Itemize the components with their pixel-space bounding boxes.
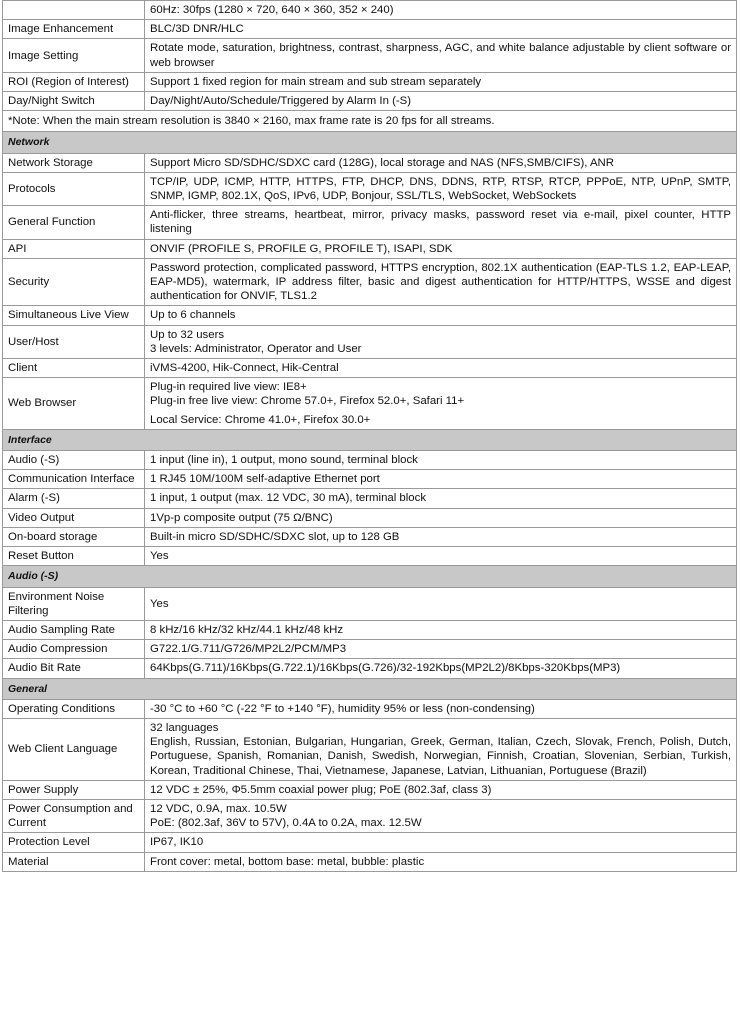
spec-row-audio-bit-rate	[3, 659, 737, 678]
spec-row-audio-sampling-rate	[3, 620, 737, 639]
spec-value	[145, 325, 737, 358]
spec-row-continued	[3, 1, 737, 20]
spec-row-network-storage	[3, 153, 737, 172]
spec-label: General Function	[3, 206, 145, 239]
spec-value-line: Support 1 fixed region for main stream and sub stream separately	[150, 75, 482, 88]
spec-value-line: -30 °C to +60 °C (-22 °F to +140 °F), humidity 95% or less (non-condensing)	[150, 702, 535, 715]
spec-value-line: Anti-flicker, three streams, heartbeat, mirror, privacy masks, password reset via e-mail, pixel counter, HTTP listening	[150, 209, 731, 236]
spec-row-protection-level	[3, 833, 737, 852]
section-header-interface	[3, 429, 737, 450]
spec-value-line: BLC/3D DNR/HLC	[150, 23, 244, 36]
section-title: Interface	[3, 429, 737, 450]
spec-label: Web Client Language	[3, 718, 145, 780]
spec-label: Operating Conditions	[3, 699, 145, 718]
spec-row-audio-s	[3, 451, 737, 470]
spec-value	[145, 718, 737, 780]
spec-value	[145, 489, 737, 508]
spec-row-power-supply	[3, 780, 737, 799]
spec-value	[145, 153, 737, 172]
spec-value-line: 60Hz: 30fps (1280 × 720, 640 × 360, 352 × 240)	[150, 4, 394, 16]
spec-value-line: Yes	[150, 597, 169, 610]
spec-label: Audio Compression	[3, 640, 145, 659]
spec-value-line: PoE: (802.3af, 36V to 57V), 0.4A to 0.2A, max. 12.5W	[150, 817, 422, 830]
spec-value-line: Local Service: Chrome 41.0+, Firefox 30.0+	[150, 413, 371, 426]
spec-label: Environment Noise Filtering	[3, 587, 145, 620]
spec-row-client	[3, 359, 737, 378]
spec-row-power-consumption-and-current	[3, 799, 737, 832]
spec-value	[145, 206, 737, 239]
note-row	[3, 111, 737, 132]
spec-label: Material	[3, 852, 145, 871]
spec-value	[145, 306, 737, 325]
spec-label: Audio Bit Rate	[3, 659, 145, 678]
spec-value	[145, 172, 737, 205]
spec-label: Reset Button	[3, 547, 145, 566]
spec-row-image-enhancement	[3, 20, 737, 39]
spec-row-material	[3, 852, 737, 871]
spec-value	[145, 527, 737, 546]
spec-label: Audio (-S)	[3, 451, 145, 470]
spec-value-line: 1 input, 1 output (max. 12 VDC, 30 mA), terminal block	[150, 492, 427, 505]
spec-label: Audio Sampling Rate	[3, 620, 145, 639]
spec-row-simultaneous-live-view	[3, 306, 737, 325]
spec-label: Protection Level	[3, 833, 145, 852]
spec-value	[145, 239, 737, 258]
spec-value	[145, 780, 737, 799]
spec-row-environment-noise-filtering	[3, 587, 737, 620]
spec-value	[145, 1, 737, 20]
spec-label: Simultaneous Live View	[3, 306, 145, 325]
note-text: *Note: When the main stream resolution is 3840 × 2160, max frame rate is 20 fps for all streams.	[3, 111, 737, 132]
spec-value	[145, 659, 737, 678]
spec-value	[145, 852, 737, 871]
spec-row-day-night-switch	[3, 92, 737, 111]
spec-label: Web Browser	[3, 378, 145, 430]
spec-label: Network Storage	[3, 153, 145, 172]
spec-value-line: TCP/IP, UDP, ICMP, HTTP, HTTPS, FTP, DHCP, DNS, DDNS, RTP, RTSP, RTCP, PPPoE, NTP, UPnP, SMTP, SNMP, IGMP, 802.1X, QoS, IPv6, UDP, Bonjour, SSL/TLS, WebSocket, WebSockets	[150, 175, 731, 203]
spec-label: Image Enhancement	[3, 20, 145, 39]
spec-value	[145, 508, 737, 527]
spec-value	[145, 620, 737, 639]
spec-row-user-host	[3, 325, 737, 358]
spec-value-line: 8 kHz/16 kHz/32 kHz/44.1 kHz/48 kHz	[150, 623, 344, 636]
spec-value-line: Built-in micro SD/SDHC/SDXC slot, up to 128 GB	[150, 530, 400, 543]
spec-value-line: 3 levels: Administrator, Operator and User	[150, 342, 362, 355]
spec-value-line: Rotate mode, saturation, brightness, contrast, sharpness, AGC, and white balance adjustable by client software or web browser	[150, 42, 731, 69]
spec-label	[3, 1, 145, 20]
spec-label: Protocols	[3, 172, 145, 205]
spec-value	[145, 378, 737, 430]
spec-value-line: Front cover: metal, bottom base: metal, bubble: plastic	[150, 855, 425, 868]
spec-value	[145, 470, 737, 489]
spec-value-line: 1Vp-p composite output (75 Ω/BNC)	[150, 511, 333, 524]
spec-value-line: Up to 6 channels	[150, 309, 236, 322]
spec-label: Alarm (-S)	[3, 489, 145, 508]
spec-value-line: Yes	[150, 550, 169, 563]
spec-row-operating-conditions	[3, 699, 737, 718]
spec-value-line: Plug-in required live view: IE8+	[150, 381, 307, 394]
spec-value	[145, 640, 737, 659]
spec-row-roi-region-of-interest	[3, 72, 737, 91]
section-header-network	[3, 132, 737, 153]
spec-label: Day/Night Switch	[3, 92, 145, 111]
spec-label: User/Host	[3, 325, 145, 358]
spec-value-line: Day/Night/Auto/Schedule/Triggered by Alarm In (-S)	[150, 95, 412, 108]
spec-label: ROI (Region of Interest)	[3, 72, 145, 91]
section-header-general	[3, 678, 737, 699]
spec-row-audio-compression	[3, 640, 737, 659]
section-title: Network	[3, 132, 737, 153]
spec-value	[145, 20, 737, 39]
spec-value-line: iVMS-4200, Hik-Connect, Hik-Central	[150, 362, 339, 375]
spec-value-line: 64Kbps(G.711)/16Kbps(G.722.1)/16Kbps(G.726)/32-192Kbps(MP2L2)/8Kbps-320Kbps(MP3)	[150, 662, 621, 675]
spec-table	[2, 0, 737, 872]
spec-value	[145, 587, 737, 620]
spec-row-api	[3, 239, 737, 258]
spec-row-web-client-language	[3, 718, 737, 780]
spec-row-web-browser	[3, 378, 737, 430]
spec-label: Client	[3, 359, 145, 378]
section-title: General	[3, 678, 737, 699]
spec-row-on-board-storage	[3, 527, 737, 546]
spec-value-line: G722.1/G.711/G726/MP2L2/PCM/MP3	[150, 643, 347, 656]
spec-value-line: Plug-in free live view: Chrome 57.0+, Firefox 52.0+, Safari 11+	[150, 395, 465, 408]
spec-label: Power Consumption and Current	[3, 799, 145, 832]
spec-table-body	[3, 1, 737, 872]
spec-value-line: 12 VDC, 0.9A, max. 10.5W	[150, 802, 287, 815]
spec-row-protocols	[3, 172, 737, 205]
spec-row-reset-button	[3, 547, 737, 566]
spec-value-line: 32 languages	[150, 721, 219, 734]
spec-row-image-setting	[3, 39, 737, 72]
spec-value	[145, 699, 737, 718]
spec-value	[145, 833, 737, 852]
section-title: Audio (-S)	[3, 566, 737, 587]
spec-value-line: Up to 32 users	[150, 328, 225, 341]
spec-row-communication-interface	[3, 470, 737, 489]
spec-value	[145, 799, 737, 832]
spec-row-security	[3, 258, 737, 306]
spec-row-general-function	[3, 206, 737, 239]
spec-value	[145, 258, 737, 306]
spec-value	[145, 39, 737, 72]
spec-value-line: 1 input (line in), 1 output, mono sound, terminal block	[150, 454, 418, 467]
spec-label: Communication Interface	[3, 470, 145, 489]
spec-label: Image Setting	[3, 39, 145, 72]
spec-value	[145, 72, 737, 91]
spec-label: Security	[3, 258, 145, 306]
spec-value	[145, 92, 737, 111]
spec-value-line: Password protection, complicated password, HTTPS encryption, 802.1X authentication (EAP-TLS 1.2, EAP-LEAP, EAP-MD5), watermark, IP address filter, basic and digest authentication for HTTP/HTTPS, WSSE and digest authentication for ONVIF, TLS1.2	[150, 261, 731, 303]
spec-value	[145, 451, 737, 470]
spec-value-line: English, Russian, Estonian, Bulgarian, Hungarian, Greek, German, Italian, Czech, Slovak, French, Polish, Dutch, Portuguese, Spanish, Romanian, Danish, Swedish, Norwegian, Finnish, Croatian, Slovenian, Serbian, Turkish, Korean, Traditional Chinese, Thai, Vietnamese, Japanese, Latvian, Lithuanian, Portuguese (Brazil)	[150, 736, 731, 777]
spec-value-line: 12 VDC ± 25%, Φ5.5mm coaxial power plug; PoE (802.3af, class 3)	[150, 783, 492, 796]
spec-label: On-board storage	[3, 527, 145, 546]
spec-row-alarm-s	[3, 489, 737, 508]
spec-label: Power Supply	[3, 780, 145, 799]
spec-value-line: IP67, IK10	[150, 836, 204, 849]
section-header-audio-s	[3, 566, 737, 587]
spec-label: API	[3, 239, 145, 258]
spec-value-line: Support Micro SD/SDHC/SDXC card (128G), local storage and NAS (NFS,SMB/CIFS), ANR	[150, 156, 614, 169]
spec-value-line: ONVIF (PROFILE S, PROFILE G, PROFILE T), ISAPI, SDK	[150, 242, 453, 255]
spec-value	[145, 547, 737, 566]
spec-value	[145, 359, 737, 378]
spec-label: Video Output	[3, 508, 145, 527]
spec-row-video-output	[3, 508, 737, 527]
spec-value-line: 1 RJ45 10M/100M self-adaptive Ethernet port	[150, 473, 380, 486]
